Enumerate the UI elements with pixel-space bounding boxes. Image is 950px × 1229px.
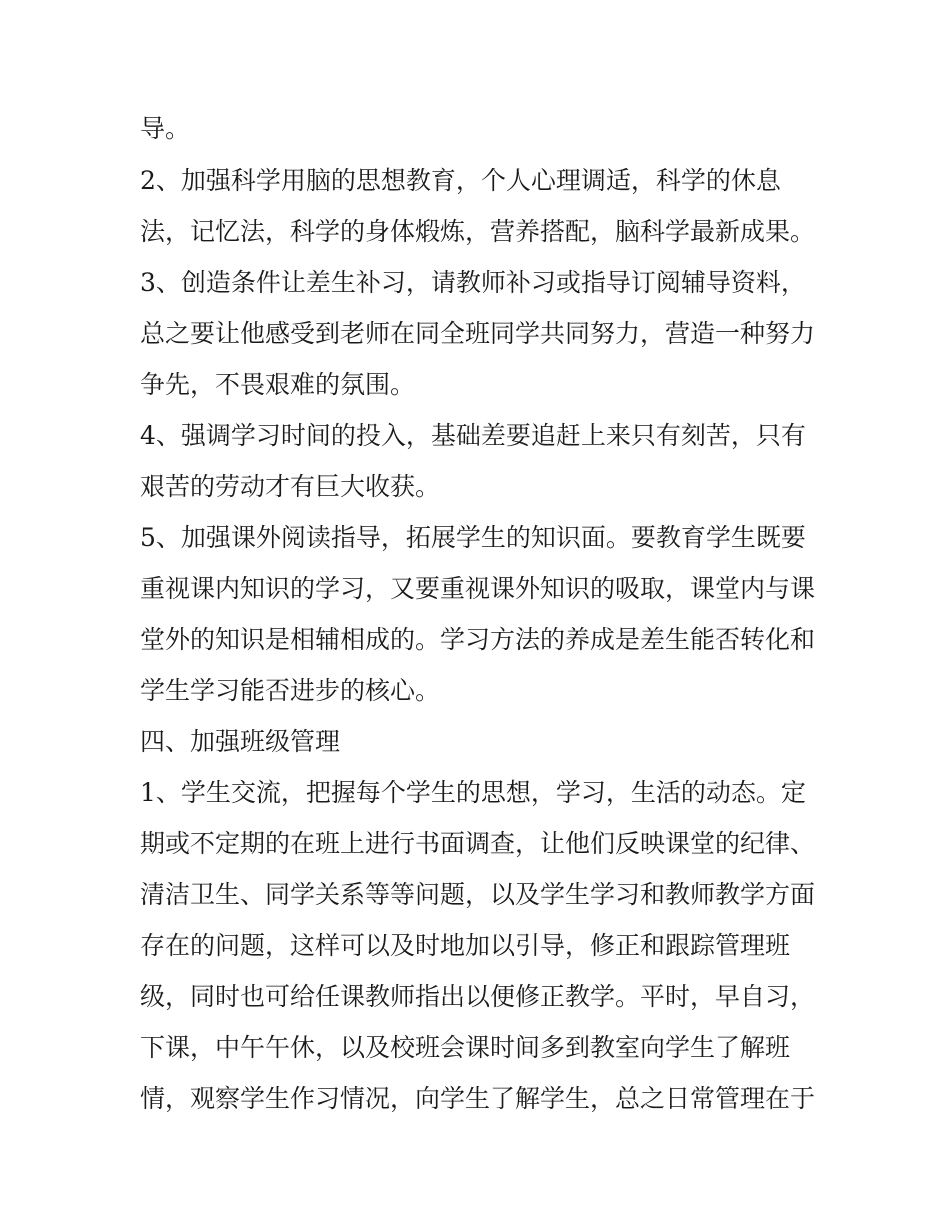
text-line: 2、加强科学用脑的思想教育，个人心理调适，科学的休息: [140, 166, 781, 195]
text-line: 争先，不畏艰难的氛围。: [140, 370, 416, 399]
text-line: 级，同时也可给任课教师指出以便修正教学。平时，早自习，: [140, 982, 816, 1011]
text-line: 下课，中午午休，以及校班会课时间多到教室向学生了解班: [140, 1033, 791, 1062]
text-line: 艰苦的劳动才有巨大收获。: [140, 472, 441, 501]
text-line: 期或不定期的在班上进行书面调查，让他们反映课堂的纪律、: [140, 829, 816, 858]
text-line: 学生学习能否进步的核心。: [140, 676, 441, 705]
section-heading: 四、加强班级管理: [140, 727, 341, 756]
text-line: 1、学生交流，把握每个学生的思想，学习，生活的动态。定: [140, 778, 806, 807]
text-line: 总之要让他感受到老师在同全班同学共同努力，营造一种努力: [140, 319, 816, 348]
text-line: 情，观察学生作习情况，向学生了解学生，总之日常管理在于: [140, 1084, 816, 1113]
text-line: 4、强调学习时间的投入，基础差要追赶上来只有刻苦，只有: [140, 421, 806, 450]
text-line: 5、加强课外阅读指导，拓展学生的知识面。要教育学生既要: [140, 523, 806, 552]
text-line: 导。: [140, 114, 191, 143]
text-line: 法，记忆法，科学的身体煅炼，营养搭配，脑科学最新成果。: [140, 217, 816, 246]
text-line: 3、创造条件让差生补习，请教师补习或指导订阅辅导资料，: [140, 268, 806, 297]
text-line: 存在的问题，这样可以及时地加以引导，修正和跟踪管理班: [140, 931, 791, 960]
text-line: 重视课内知识的学习，又要重视课外知识的吸取，课堂内与课: [140, 574, 816, 603]
text-line: 清洁卫生、同学关系等等问题，以及学生学习和教师教学方面: [140, 880, 816, 909]
text-line: 堂外的知识是相辅相成的。学习方法的养成是差生能否转化和: [140, 625, 816, 654]
